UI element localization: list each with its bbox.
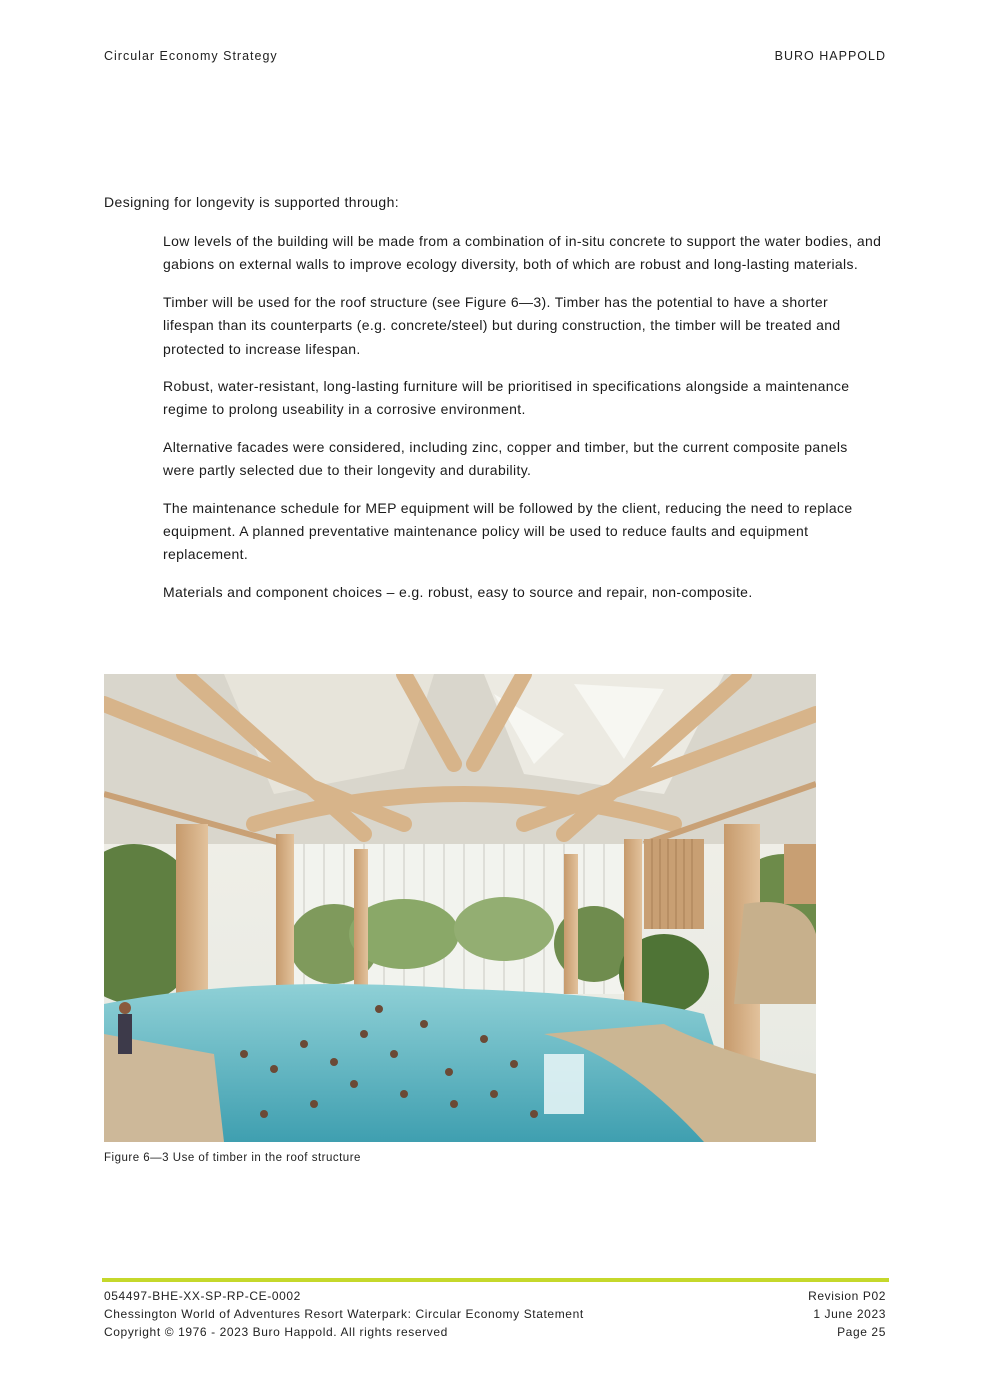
longevity-list (163, 230, 883, 618)
waterpark-interior-photo (104, 674, 816, 1142)
footer-left (104, 1287, 584, 1341)
footer-date: 1 June 2023 (813, 1307, 886, 1321)
footer-accent-rule (102, 1278, 889, 1282)
footer-copyright: Copyright © 1976 - 2023 Buro Happold. All rights reserved (104, 1325, 448, 1339)
list-item: Alternative facades were considered, including zinc, copper and timber, but the current composite panels were partly selected due to their longevity and durability. (163, 438, 848, 479)
footer-right (808, 1287, 886, 1341)
footer-doc-title: Chessington World of Adventures Resort Waterpark: Circular Economy Statement (104, 1307, 584, 1321)
list-item: Low levels of the building will be made from a combination of in-situ concrete to support the water bodies, and gabions on external walls to improve ecology diversity, both of which are robust and long-lasting materials. (163, 233, 882, 273)
list-item: Timber will be used for the roof structure (see Figure 6—3). Timber has the potential to have a shorter lifespan than its counterparts (e.g. concrete/steel) but during construction, the timber will be treated and protected to increase lifespan. (163, 293, 841, 357)
list-item: Robust, water-resistant, long-lasting furniture will be prioritised in specifications alongside a maintenance regime to prolong useability in a corrosive environment. (163, 378, 850, 418)
list-item: Materials and component choices – e.g. robust, easy to source and repair, non-composite. (163, 583, 753, 600)
list-item: The maintenance schedule for MEP equipment will be followed by the client, reducing the need to replace equipment. A planned preventative maintenance policy will be used to reduce faults and equipment replacement. (163, 499, 853, 563)
header-document-title: Circular Economy Strategy (104, 49, 278, 63)
intro-paragraph: Designing for longevity is supported through: (104, 194, 400, 210)
footer-doc-ref: 054497-BHE-XX-SP-RP-CE-0002 (104, 1289, 301, 1303)
footer-page-number: Page 25 (837, 1325, 886, 1339)
figure-caption: Figure 6—3 Use of timber in the roof structure (104, 1152, 361, 1164)
footer-revision: Revision P02 (808, 1289, 886, 1303)
header-company-name: BURO HAPPOLD (774, 49, 886, 63)
